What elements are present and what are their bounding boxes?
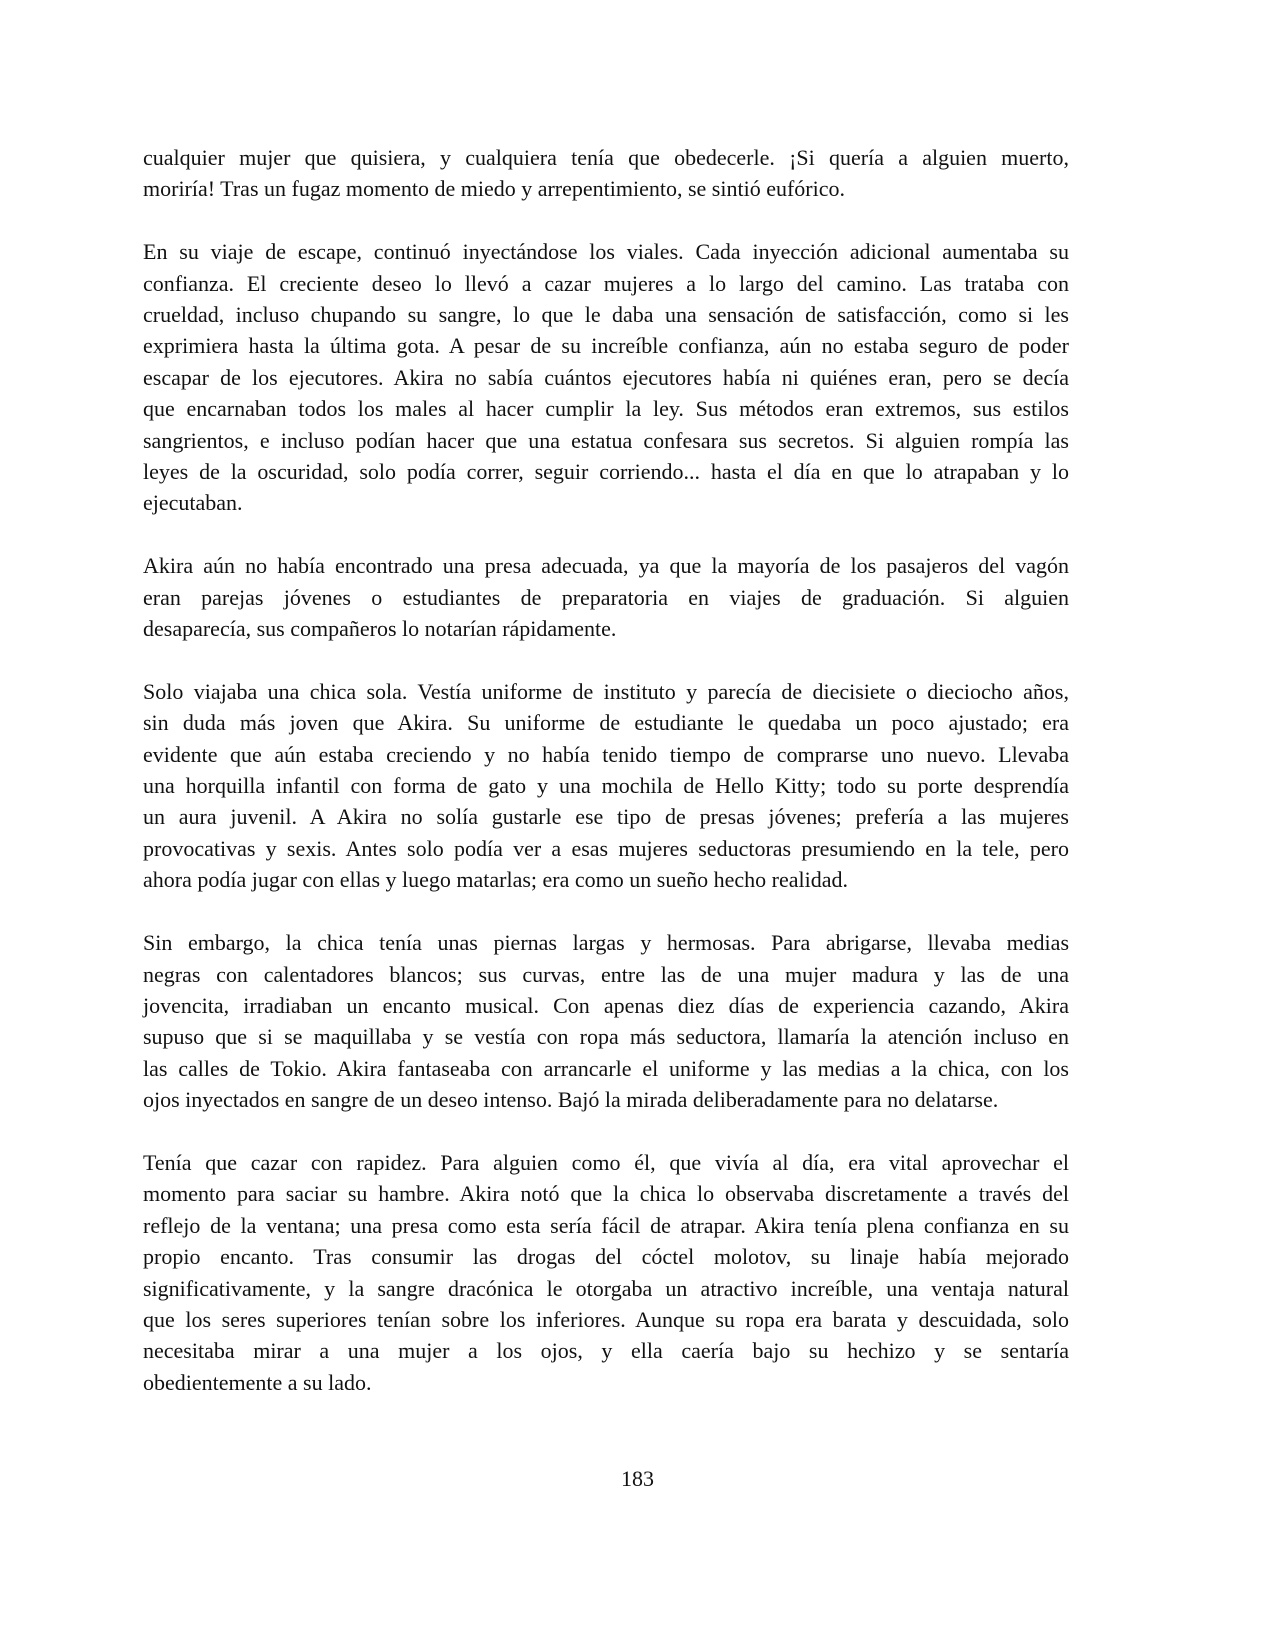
text-line: obedientemente a su lado.	[143, 1369, 372, 1395]
text-line: jovencita, irradiaban un encanto musical. Con apenas diez días de experiencia cazando, Akira	[143, 992, 1069, 1018]
paragraph	[143, 927, 1069, 1115]
text-line: exprimiera hasta la última gota. A pesar de su increíble confianza, aún no estaba seguro de poder	[143, 333, 1069, 359]
text-line: Sin embargo, la chica tenía unas piernas largas y hermosas. Para abrigarse, llevaba medias	[143, 930, 1069, 956]
text-line: ojos inyectados en sangre de un deseo intenso. Bajó la mirada deliberadamente para no delatarse.	[143, 1087, 999, 1113]
text-line: desaparecía, sus compañeros lo notarían rápidamente.	[143, 616, 617, 642]
text-line: ahora podía jugar con ellas y luego matarlas; era como un sueño hecho realidad.	[143, 867, 848, 893]
text-line: necesitaba mirar a una mujer a los ojos, y ella caería bajo su hechizo y se sentaría	[143, 1338, 1069, 1364]
text-line: leyes de la oscuridad, solo podía correr, seguir corriendo... hasta el día en que lo atrapaban y lo	[143, 459, 1069, 485]
text-line: Solo viajaba una chica sola. Vestía uniforme de instituto y parecía de diecisiete o dieciocho años,	[143, 678, 1069, 704]
text-line: sangrientos, e incluso podían hacer que una estatua confesara sus secretos. Si alguien rompía las	[143, 427, 1069, 453]
text-line: negras con calentadores blancos; sus curvas, entre las de una mujer madura y las de una	[143, 961, 1069, 987]
text-line: escapar de los ejecutores. Akira no sabía cuántos ejecutores había ni quiénes eran, pero se decía	[143, 364, 1069, 390]
text-line: que encarnaban todos los males al hacer cumplir la ley. Sus métodos eran extremos, sus estilos	[143, 396, 1069, 422]
text-line: provocativas y sexis. Antes solo podía ver a esas mujeres seductoras presumiendo en la tele, pero	[143, 835, 1069, 861]
page-number: 183	[621, 1466, 654, 1491]
paragraph	[143, 236, 1069, 519]
text-line: un aura juvenil. A Akira no solía gustarle ese tipo de presas jóvenes; prefería a las mujeres	[143, 804, 1069, 830]
text-line: reflejo de la ventana; una presa como esta sería fácil de atrapar. Akira tenía plena confianza en su	[143, 1212, 1069, 1238]
text-line: propio encanto. Tras consumir las drogas del cóctel molotov, su linaje había mejorado	[143, 1244, 1069, 1270]
text-line: significativamente, y la sangre dracónica le otorgaba un atractivo increíble, una ventaja natural	[143, 1275, 1069, 1301]
text-line: supuso que si se maquillaba y se vestía con ropa más seductora, llamaría la atención incluso en	[143, 1024, 1069, 1050]
text-line: confianza. El creciente deseo lo llevó a cazar mujeres a lo largo del camino. Las trataba con	[143, 270, 1069, 296]
paragraph	[143, 676, 1069, 896]
text-line: En su viaje de escape, continuó inyectándose los viales. Cada inyección adicional aumentaba su	[143, 239, 1069, 265]
text-line: eran parejas jóvenes o estudiantes de preparatoria en viajes de graduación. Si alguien	[143, 584, 1069, 610]
text-line: evidente que aún estaba creciendo y no había tenido tiempo de comprarse uno nuevo. Llevaba	[143, 741, 1069, 767]
text-line: que los seres superiores tenían sobre los inferiores. Aunque su ropa era barata y descuidada, solo	[143, 1306, 1069, 1332]
text-line: momento para saciar su hambre. Akira notó que la chica lo observaba discretamente a través del	[143, 1181, 1069, 1207]
paragraph	[143, 550, 1069, 644]
text-line: sin duda más joven que Akira. Su uniforme de estudiante le quedaba un poco ajustado; era	[143, 710, 1069, 736]
text-line: Tenía que cazar con rapidez. Para alguien como él, que vivía al día, era vital aprovechar el	[143, 1149, 1069, 1175]
paragraph	[143, 1147, 1069, 1398]
text-line: una horquilla infantil con forma de gato y una mochila de Hello Kitty; todo su porte desprendía	[143, 773, 1069, 799]
text-line: cualquier mujer que quisiera, y cualquiera tenía que obedecerle. ¡Si quería a alguien muerto,	[143, 145, 1069, 170]
text-line: las calles de Tokio. Akira fantaseaba con arrancarle el uniforme y las medias a la chica, con los	[143, 1055, 1069, 1081]
text-line: Akira aún no había encontrado una presa adecuada, ya que la mayoría de los pasajeros del vagón	[143, 553, 1069, 579]
page-body	[143, 142, 1069, 1430]
paragraph	[143, 142, 1069, 205]
text-line: crueldad, incluso chupando su sangre, lo que le daba una sensación de satisfacción, como si les	[143, 302, 1069, 328]
text-line: ejecutaban.	[143, 490, 243, 516]
text-line: moriría! Tras un fugaz momento de miedo y arrepentimiento, se sintió eufórico.	[143, 176, 846, 202]
